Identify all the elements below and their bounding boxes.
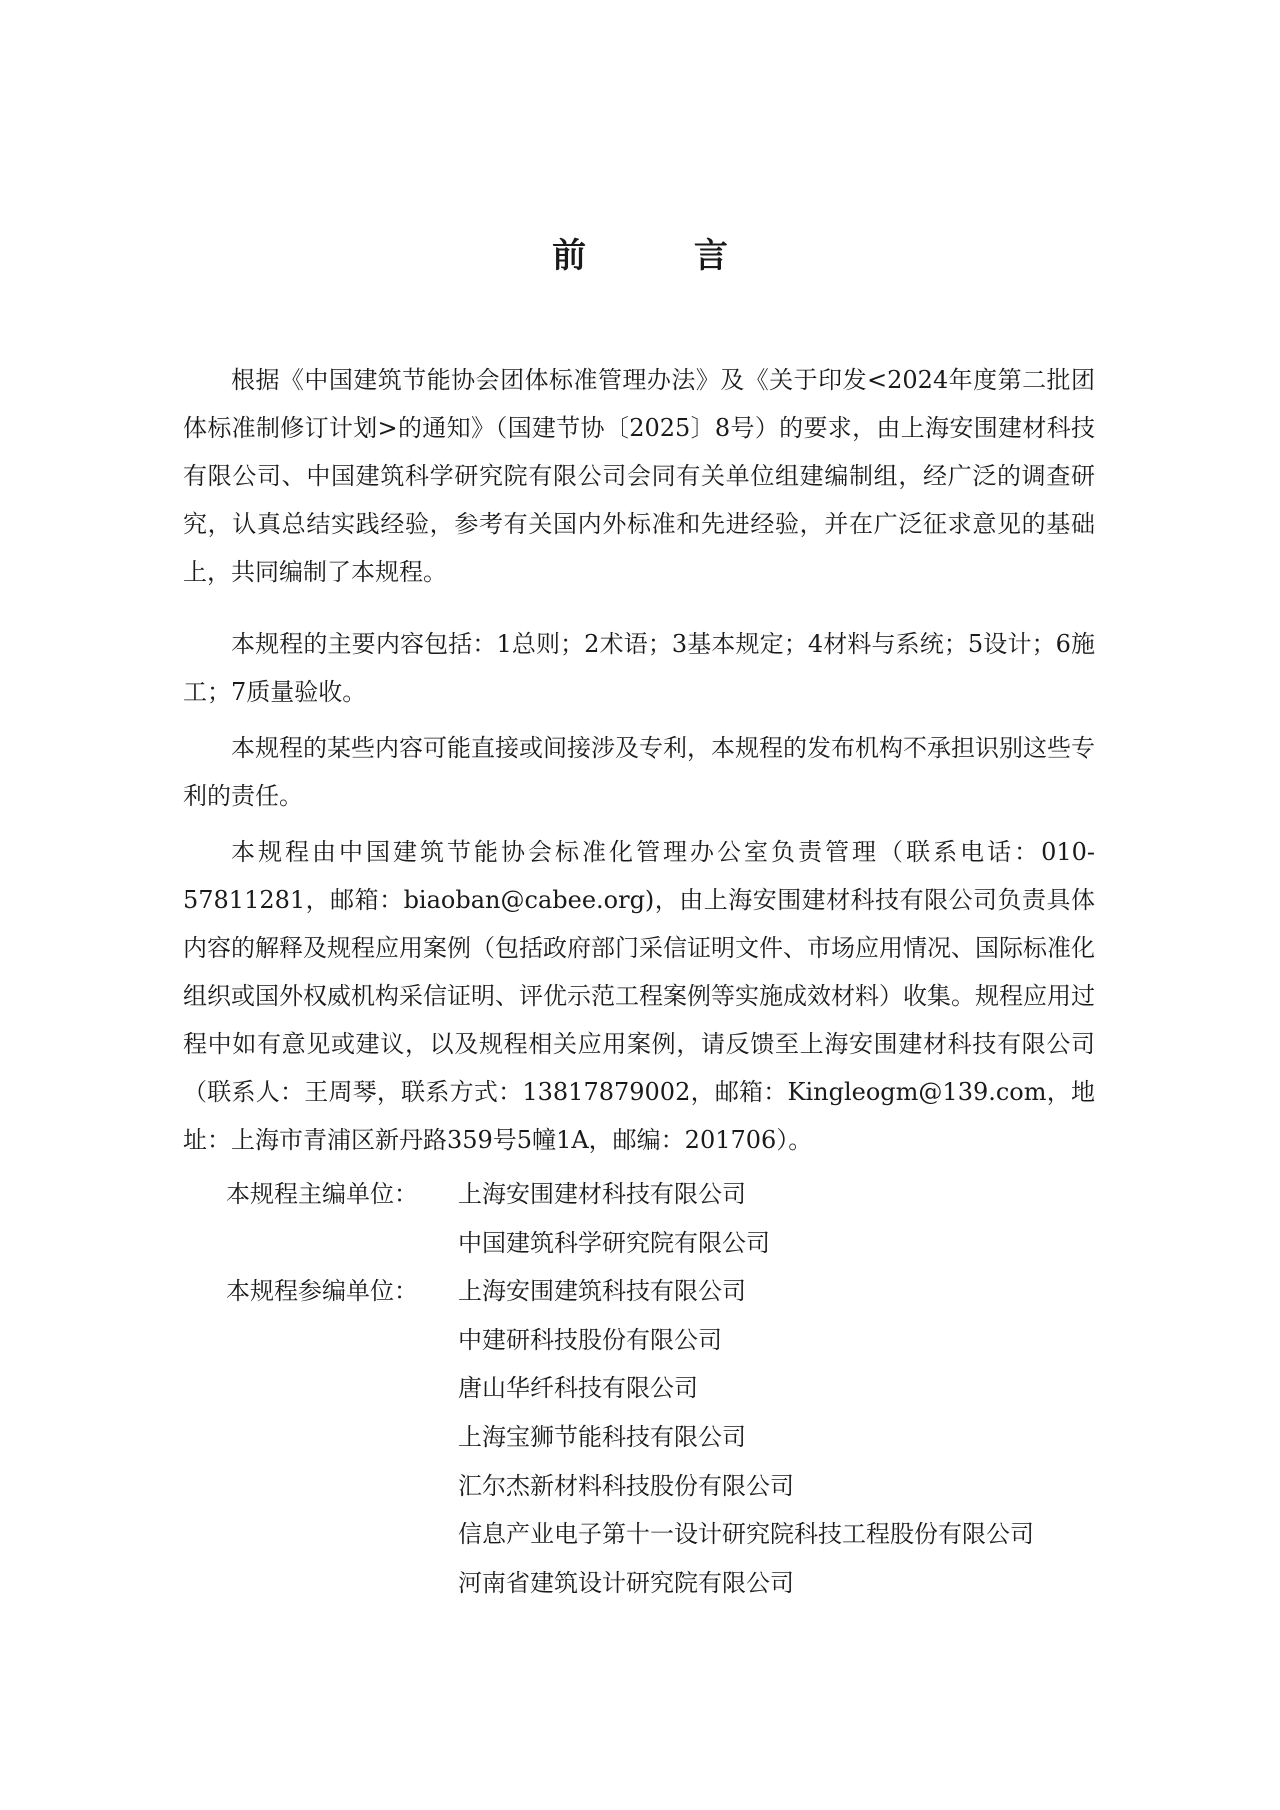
participating-unit-item: 唐山华纤科技有限公司 bbox=[458, 1374, 698, 1403]
paragraph-basis: 根据《中国建筑节能协会团体标准管理办法》及《关于印发<2024年度第二批团体标准制修订计划>的通知》（国建节协〔2025〕8号）的要求，由上海安围建材科技有限公司、中国建筑科学研究院有限公司会同有关单位组建编制组，经广泛的调查研究，认真总结实践经验，参考有关国内外标准和先进经验，并在广泛征求意见的基础上，共同编制了本规程。 bbox=[183, 366, 1095, 586]
chief-units-list bbox=[458, 1170, 1086, 1267]
participating-unit-item: 中建研科技股份有限公司 bbox=[458, 1325, 722, 1354]
participating-unit-item: 上海宝狮节能科技有限公司 bbox=[458, 1422, 746, 1451]
participating-units-group bbox=[226, 1267, 1086, 1607]
participating-units-list bbox=[458, 1267, 1086, 1607]
participating-unit-item: 信息产业电子第十一设计研究院科技工程股份有限公司 bbox=[458, 1520, 1034, 1549]
page-title: 前 言 bbox=[552, 236, 776, 276]
participating-units-label: 本规程参编单位： bbox=[226, 1277, 418, 1306]
participating-unit-item: 汇尔杰新材料科技股份有限公司 bbox=[458, 1471, 794, 1500]
chief-units-label: 本规程主编单位： bbox=[226, 1180, 418, 1208]
chief-units-group bbox=[226, 1170, 1086, 1267]
participating-unit-item: 上海安围建筑科技有限公司 bbox=[458, 1277, 746, 1306]
paragraph-contact: 本规程由中国建筑节能协会标准化管理办公室负责管理（联系电话：010-57811281，邮箱：biaoban@cabee.org)，由上海安围建材科技有限公司负责具体内容的解释及规程应用案例（包括政府部门采信证明文件、市场应用情况、国际标准化组织或国外权威机构采信证明、评优示范工程案例等实施成效材料）收集。规程应用过程中如有意见或建议，以及规程相关应用案例，请反馈至上海安围建材科技有限公司（联系人：王周琴，联系方式：13817879002，邮箱：Kingleogm@139.com，地址：上海市青浦区新丹路359号5幢1A，邮编：201706）。 bbox=[183, 838, 1095, 1154]
units-section bbox=[226, 1170, 1086, 1607]
participating-unit-item: 河南省建筑设计研究院有限公司 bbox=[458, 1568, 794, 1597]
chief-unit-item: 上海安围建材科技有限公司 bbox=[458, 1180, 746, 1208]
chief-unit-item: 中国建筑科学研究院有限公司 bbox=[458, 1228, 770, 1257]
paragraph-contents: 本规程的主要内容包括：1总则；2术语；3基本规定；4材料与系统；5设计；6施工；7质量验收。 bbox=[183, 630, 1095, 706]
paragraph-patent-notice: 本规程的某些内容可能直接或间接涉及专利，本规程的发布机构不承担识别这些专利的责任。 bbox=[183, 734, 1095, 810]
